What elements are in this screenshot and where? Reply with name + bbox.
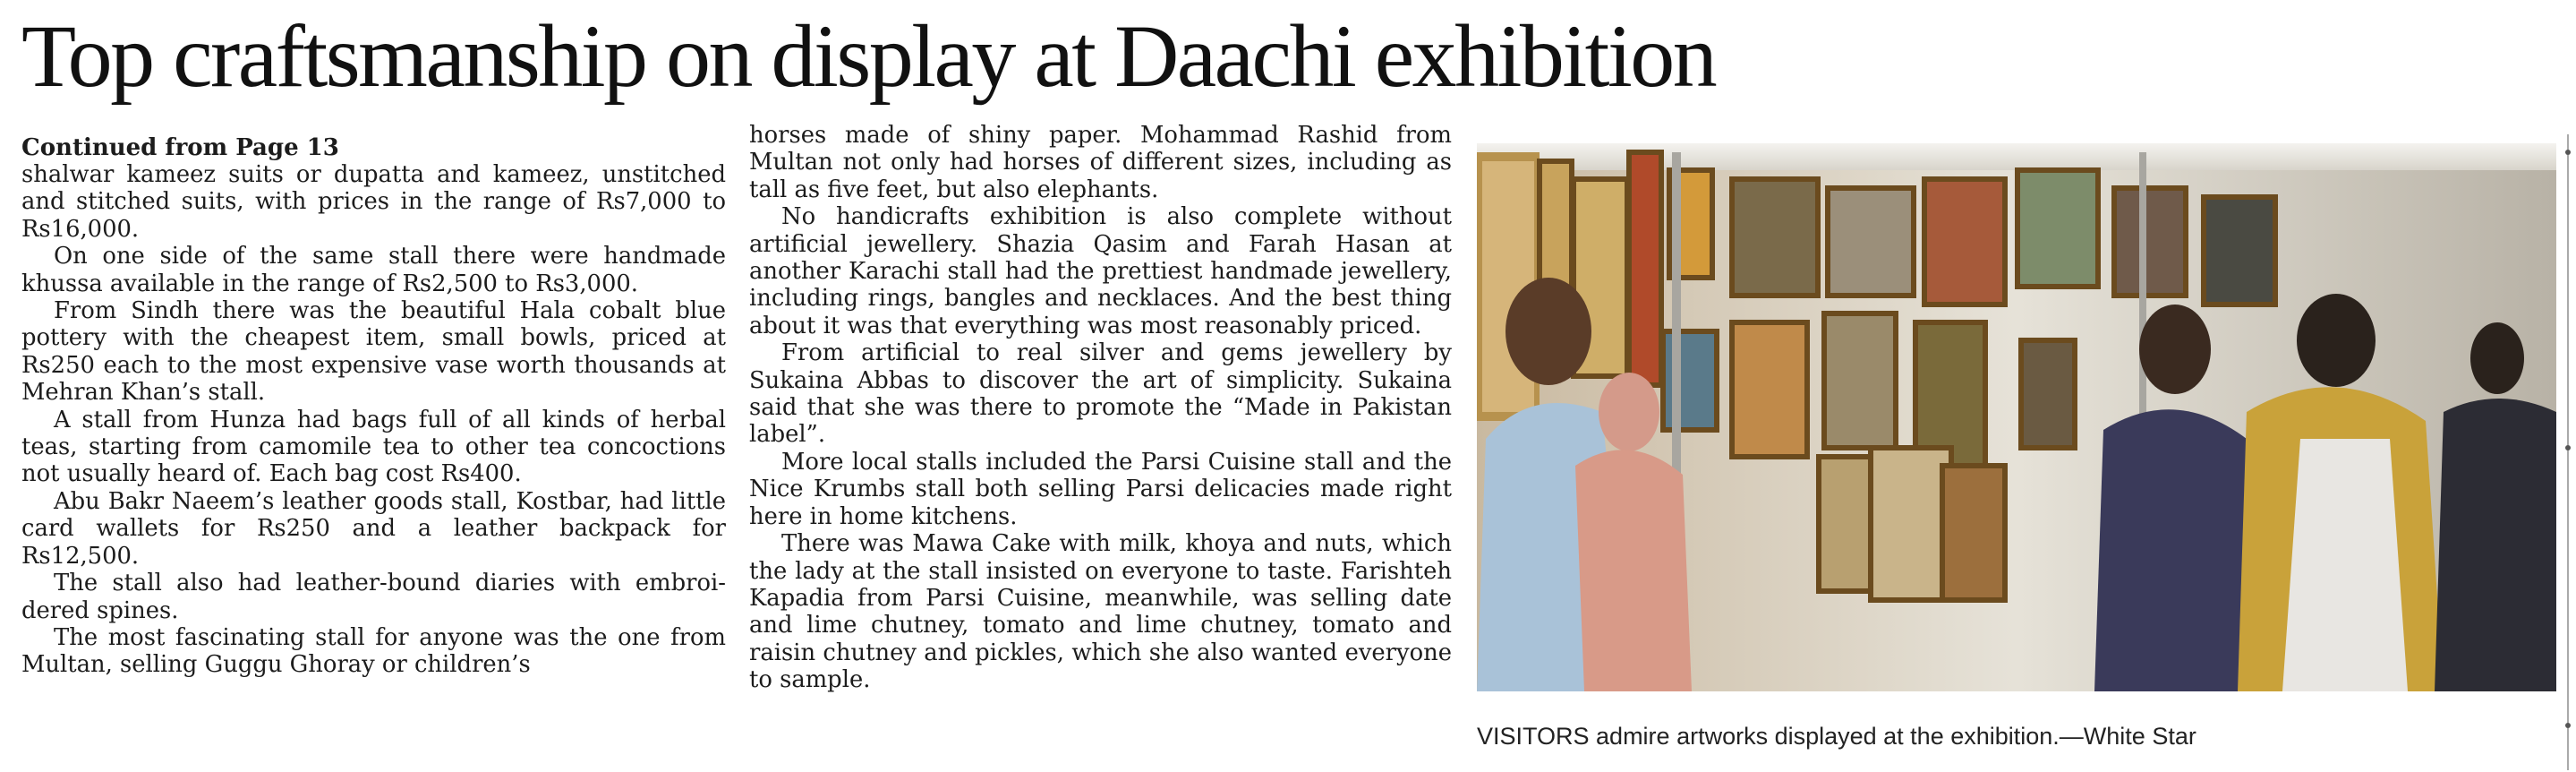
article-paragraph: No handicrafts exhibition is also complete without artificial jewellery. Shazia Qasim and Farah Hasan at another Karachi stall had the prettiest handmade jewellery, including rings, bangles and necklaces. And the best thing about it was that everything was most reasonably priced. [749, 203, 1452, 339]
article-paragraph: A stall from Hunza had bags full of all kinds of herbal teas, starting from camomile tea to other tea concoctions not usually heard of. Each bag cost Rs400. [21, 406, 726, 488]
exhibition-photo-illustration [1477, 143, 2556, 691]
article-paragraph: From artificial to real silver and gems jewellery by Sukaina Abbas to discover the art of simplicity. Sukaina said that she was there to promote the “Made in Pakistan label”. [749, 339, 1452, 449]
article-paragraph: On one side of the same stall there were handmade khussa available in the range of Rs2,500 to Rs3,000. [21, 243, 726, 297]
article-paragraph: horses made of shiny paper. Mohammad Rashid from Multan not only had horses of different sizes, including as tall as five feet, but also elephants. [749, 122, 1452, 203]
exhibition-photo [1477, 143, 2556, 691]
article-paragraph: More local stalls included the Parsi Cuisine stall and the Nice Krumbs stall both selling Parsi delicacies made right here in home kitchens. [749, 448, 1452, 530]
article-column-1 [21, 134, 726, 679]
article-paragraph: There was Mawa Cake with milk, khoya and nuts, which the lady at the stall insisted on everyone to taste. Farishteh Kapadia from Parsi Cuisine, meanwhile, was selling date and lime chutney, tomato and lime chutney, tomato and raisin chutney and pickles, which she also wanted everyone to sample. [749, 530, 1452, 694]
article-paragraph: The most fascinating stall for anyone was the one from Multan, selling Guggu Ghoray or children’s [21, 623, 726, 679]
article-paragraph: Abu Bakr Naeem’s leather goods stall, Kostbar, had little card wallets for Rs250 and a leather backpack for Rs12,500. [21, 487, 726, 570]
article-paragraph: From Sindh there was the beautiful Hala cobalt blue pottery with the cheapest item, small bowls, priced at Rs250 each to the most expensive vase worth thousands at Mehran Khan’s stall. [21, 297, 726, 407]
column-2-paragraphs [749, 122, 1452, 694]
article-paragraph: shalwar kameez suits or dupatta and kameez, unstitched and stitched suits, with prices in the range of Rs7,000 to Rs16,000. [21, 161, 726, 243]
headline: Top craftsmanship on display at Daachi exhibition [21, 6, 1716, 106]
print-registration-marks [2562, 0, 2574, 772]
article-column-2 [749, 122, 1452, 694]
continued-from-label: Continued from Page 13 [21, 134, 339, 161]
column-1-paragraphs [21, 161, 726, 679]
article-paragraph: The stall also had leather-bound diaries with embroidered spines. [21, 570, 726, 624]
photo-caption: VISITORS admire artworks displayed at the exhibition.—White Star [1477, 723, 2196, 750]
